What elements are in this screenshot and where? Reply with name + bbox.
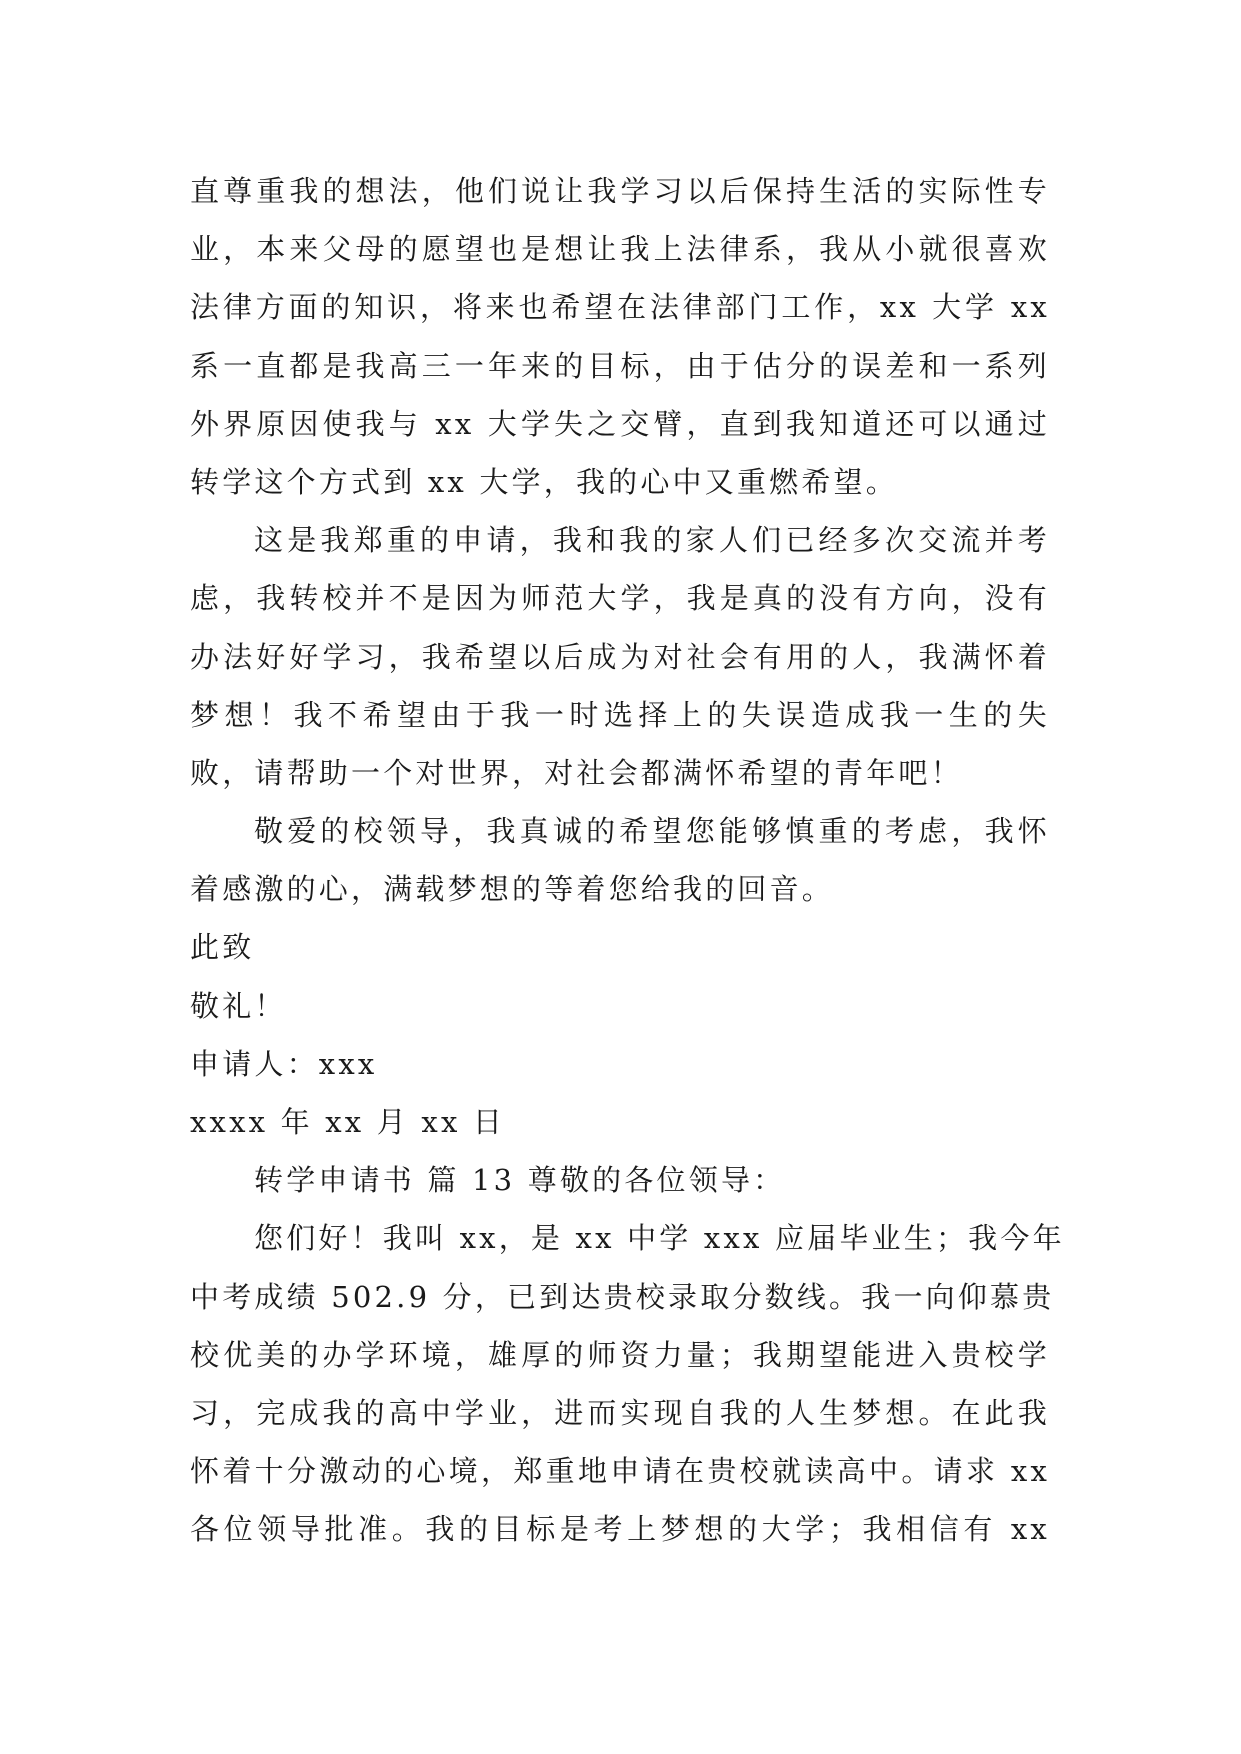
text-line: 虑，我转校并不是因为师范大学，我是真的没有方向，没有 xyxy=(190,581,1050,616)
document-body xyxy=(190,162,1065,1559)
text-line: 习，完成我的高中学业，进而实现自我的人生梦想。在此我 xyxy=(190,1395,1050,1430)
text-line: 您们好！我叫 xx，是 xx 中学 xxx 应届毕业生；我今年 xyxy=(254,1221,1065,1256)
text-line: 敬礼！ xyxy=(190,988,287,1023)
text-line: 着感激的心，满载梦想的等着您给我的回音。 xyxy=(190,872,835,907)
text-line: 敬爱的校领导，我真诚的希望您能够慎重的考虑，我怀 xyxy=(254,814,1050,849)
text-line: 申请人：xxx xyxy=(190,1046,378,1081)
text-line: xxxx 年 xx 月 xx 日 xyxy=(190,1105,506,1139)
text-line: 这是我郑重的申请，我和我的家人们已经多次交流并考 xyxy=(254,523,1050,558)
text-line: 中考成绩 502.9 分，已到达贵校录取分数线。我一向仰慕贵 xyxy=(190,1279,1055,1314)
text-line: 系一直都是我高三一年来的目标，由于估分的误差和一系列 xyxy=(190,348,1050,383)
text-line: 转学这个方式到 xx 大学，我的心中又重燃希望。 xyxy=(190,464,898,499)
text-line: 直尊重我的想法，他们说让我学习以后保持生活的实际性专 xyxy=(190,174,1050,208)
text-line: 业，本来父母的愿望也是想让我上法律系，我从小就很喜欢 xyxy=(190,232,1050,267)
text-line: 梦想！我不希望由于我一时选择上的失误造成我一生的失 xyxy=(190,697,1050,732)
text-line: 各位领导批准。我的目标是考上梦想的大学；我相信有 xx xyxy=(190,1512,1050,1547)
text-line: 校优美的办学环境，雄厚的师资力量；我期望能进入贵校学 xyxy=(190,1337,1050,1372)
text-line: 法律方面的知识，将来也希望在法律部门工作，xx 大学 xx xyxy=(190,290,1050,325)
text-line: 败，请帮助一个对世界，对社会都满怀希望的青年吧！ xyxy=(190,755,963,790)
text-line: 转学申请书 篇 13 尊敬的各位领导： xyxy=(254,1163,786,1198)
text-line: 外界原因使我与 xx 大学失之交臂，直到我知道还可以通过 xyxy=(190,406,1050,441)
text-line: 怀着十分激动的心境，郑重地申请在贵校就读高中。请求 xx xyxy=(190,1454,1050,1489)
text-line: 此致 xyxy=(190,930,255,965)
text-line: 办法好好学习，我希望以后成为对社会有用的人，我满怀着 xyxy=(190,639,1050,674)
